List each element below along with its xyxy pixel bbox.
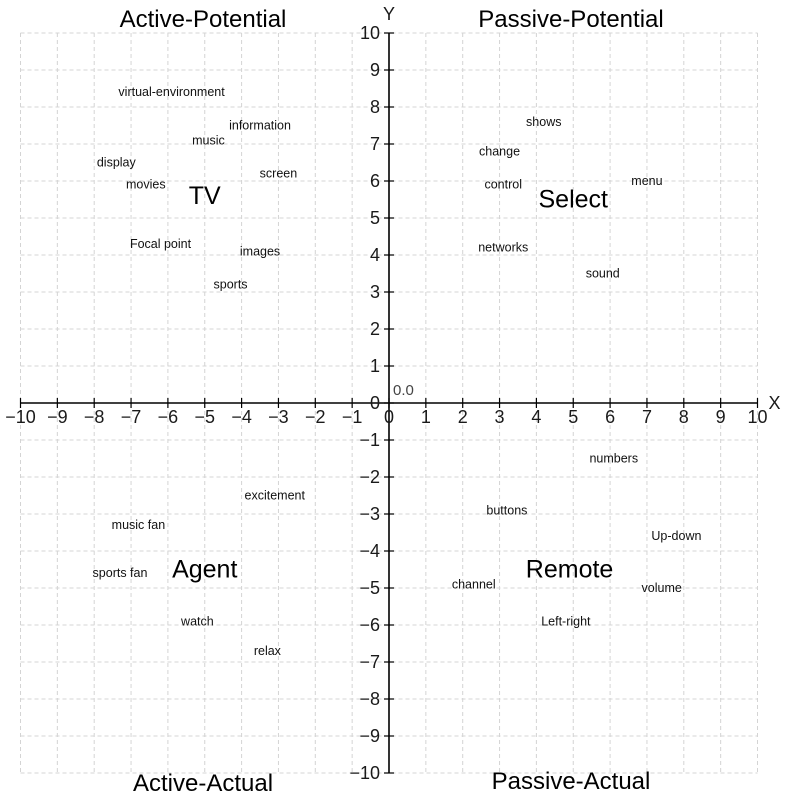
word-point: information (229, 118, 291, 133)
word-point: Left-right (541, 614, 591, 629)
word-point: images (239, 244, 281, 259)
y-tick-label: 8 (369, 97, 380, 117)
word-point: virtual-environment (118, 85, 225, 100)
x-tick-label: 7 (641, 407, 652, 427)
quadrant-title-top-right: Passive-Potential (478, 6, 664, 33)
y-tick-label: 9 (369, 60, 380, 80)
x-tick-label: 2 (457, 407, 468, 427)
y-tick-label: 2 (369, 319, 380, 339)
word-point: excitement (244, 488, 305, 503)
x-tick-label: 0 (383, 407, 395, 427)
cluster-label: Agent (172, 555, 238, 584)
y-tick-label: −2 (359, 467, 380, 487)
y-axis-label: Y (382, 4, 396, 24)
x-tick-label: −8 (83, 407, 105, 427)
cluster-label: Remote (525, 555, 614, 584)
word-point: buttons (486, 503, 528, 518)
word-point: sound (585, 266, 620, 281)
y-tick-label: 4 (369, 245, 380, 265)
quadrant-title-bottom-left: Active-Actual (132, 770, 274, 797)
x-tick-label: −4 (231, 407, 252, 427)
quadrant-titles (120, 6, 664, 797)
cluster-label: TV (188, 181, 221, 210)
word-point: sports (213, 277, 248, 292)
word-point: Up-down (651, 529, 702, 544)
x-tick-label: −7 (120, 407, 142, 427)
x-tick-label: −10 (5, 407, 36, 427)
x-tick-label: 4 (531, 407, 542, 427)
word-point: numbers (589, 451, 639, 466)
y-tick-label: −4 (359, 541, 380, 561)
word-point: music (192, 133, 225, 148)
word-point: screen (259, 166, 298, 181)
x-tick-label: −2 (305, 407, 326, 427)
x-tick-label: −3 (268, 407, 289, 427)
word-point: movies (125, 177, 166, 192)
y-tick-label: −7 (359, 652, 380, 672)
x-axis-label: X (768, 393, 781, 413)
word-point: relax (253, 643, 281, 658)
y-tick-label: 0 (369, 393, 380, 413)
y-tick-label: 6 (369, 171, 380, 191)
x-tick-label: 6 (605, 407, 616, 427)
cluster-label: Select (538, 185, 608, 214)
tick-labels (5, 4, 780, 783)
x-tick-label: −6 (157, 407, 179, 427)
x-tick-label: 3 (494, 407, 505, 427)
y-tick-label: −9 (359, 726, 380, 746)
word-point: change (479, 144, 521, 159)
y-tick-label: −1 (359, 430, 380, 450)
y-tick-label: −10 (349, 763, 380, 783)
x-tick-label: 9 (715, 407, 726, 427)
word-point: channel (451, 577, 496, 592)
x-tick-label: 5 (568, 407, 579, 427)
y-tick-label: 5 (369, 208, 380, 228)
y-tick-label: −5 (359, 578, 380, 598)
y-tick-label: 1 (369, 356, 380, 376)
word-point: networks (478, 240, 529, 255)
word-point: display (96, 155, 136, 170)
origin-label: 0.0 (393, 382, 414, 399)
quadrant-title-bottom-right: Passive-Actual (491, 768, 651, 795)
x-tick-label: −9 (47, 407, 68, 427)
y-tick-label: 3 (369, 282, 380, 302)
word-point: sports fan (92, 566, 148, 581)
word-point: volume (641, 581, 682, 595)
word-point: music fan (111, 518, 166, 533)
x-tick-label: 8 (678, 407, 689, 427)
word-point: watch (181, 614, 214, 629)
y-tick-label: −8 (359, 689, 380, 709)
word-point: menu (631, 174, 663, 188)
x-tick-label: 10 (747, 407, 768, 427)
x-tick-label: 1 (420, 407, 431, 427)
y-tick-label: −3 (359, 504, 380, 524)
x-tick-label: −5 (194, 407, 216, 427)
y-tick-label: −6 (359, 615, 380, 635)
quadrant-title-top-left: Active-Potential (119, 6, 287, 33)
y-tick-label: 7 (369, 134, 380, 154)
y-tick-label: 10 (359, 23, 380, 43)
word-point: Focal point (129, 236, 192, 251)
word-point: shows (526, 114, 562, 129)
x-tick-label: −1 (341, 407, 363, 427)
word-point: control (484, 177, 523, 192)
